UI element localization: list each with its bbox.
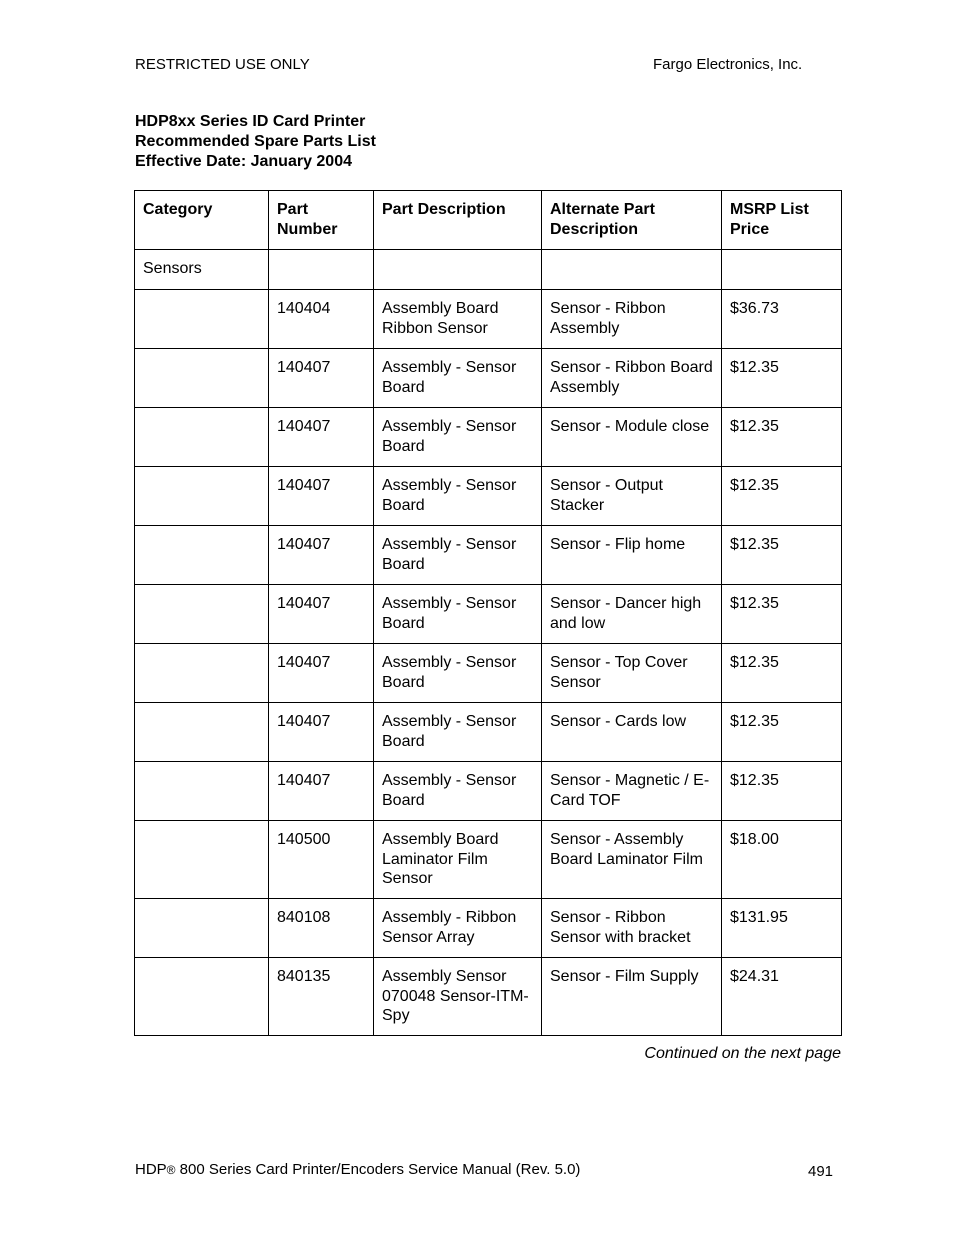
cell-part-number <box>269 250 374 290</box>
cell-part-description <box>374 250 542 290</box>
cell-alternate-description: Sensor - Cards low <box>542 703 722 762</box>
continued-note: Continued on the next page <box>644 1045 841 1062</box>
cell-alternate-description: Sensor - Assembly Board Laminator Film <box>542 821 722 899</box>
cell-msrp-price: $12.35 <box>722 349 842 408</box>
table-row <box>135 250 842 290</box>
document-title <box>135 112 376 172</box>
cell-msrp-price <box>722 250 842 290</box>
cell-category <box>135 644 269 703</box>
footer-manual-title <box>135 1161 580 1178</box>
cell-msrp-price: $18.00 <box>722 821 842 899</box>
cell-alternate-description: Sensor - Ribbon Board Assembly <box>542 349 722 408</box>
cell-category: Sensors <box>135 250 269 290</box>
table-row <box>135 703 842 762</box>
cell-part-number: 140407 <box>269 408 374 467</box>
cell-part-description: Assembly - Sensor Board <box>374 349 542 408</box>
cell-alternate-description: Sensor - Module close <box>542 408 722 467</box>
table-row <box>135 762 842 821</box>
cell-alternate-description: Sensor - Dancer high and low <box>542 585 722 644</box>
cell-part-number: 840135 <box>269 958 374 1036</box>
cell-part-number: 840108 <box>269 899 374 958</box>
table-row <box>135 526 842 585</box>
footer-manual-text: 800 Series Card Printer/Encoders Service Manual (Rev. 5.0) <box>175 1161 581 1178</box>
header-restricted-label: RESTRICTED USE ONLY <box>135 56 310 73</box>
cell-alternate-description: Sensor - Ribbon Assembly <box>542 290 722 349</box>
cell-part-description: Assembly Sensor 070048 Sensor-ITM-Spy <box>374 958 542 1036</box>
footer-brand: HDP <box>135 1161 167 1178</box>
table-row <box>135 290 842 349</box>
cell-part-description: Assembly - Sensor Board <box>374 762 542 821</box>
cell-msrp-price: $12.35 <box>722 526 842 585</box>
cell-alternate-description: Sensor - Magnetic / E-Card TOF <box>542 762 722 821</box>
cell-category <box>135 703 269 762</box>
cell-msrp-price: $12.35 <box>722 467 842 526</box>
cell-msrp-price: $24.31 <box>722 958 842 1036</box>
cell-part-description: Assembly Board Ribbon Sensor <box>374 290 542 349</box>
cell-part-number: 140407 <box>269 703 374 762</box>
page-number: 491 <box>808 1163 834 1180</box>
cell-msrp-price: $12.35 <box>722 644 842 703</box>
title-line-1: HDP8xx Series ID Card Printer <box>135 113 366 130</box>
cell-category <box>135 290 269 349</box>
table-row <box>135 644 842 703</box>
cell-msrp-price: $131.95 <box>722 899 842 958</box>
cell-part-number: 140407 <box>269 526 374 585</box>
registered-mark: ® <box>166 1163 176 1177</box>
table-row <box>135 899 842 958</box>
cell-part-description: Assembly - Sensor Board <box>374 526 542 585</box>
cell-category <box>135 408 269 467</box>
cell-part-number: 140407 <box>269 644 374 703</box>
column-header-category: Category <box>135 191 269 250</box>
cell-alternate-description: Sensor - Output Stacker <box>542 467 722 526</box>
spare-parts-table <box>134 190 842 1036</box>
cell-category <box>135 821 269 899</box>
cell-category <box>135 762 269 821</box>
cell-category <box>135 467 269 526</box>
cell-alternate-description: Sensor - Top Cover Sensor <box>542 644 722 703</box>
cell-msrp-price: $12.35 <box>722 585 842 644</box>
cell-part-description: Assembly - Sensor Board <box>374 585 542 644</box>
column-header-part-number: Part Number <box>269 191 374 250</box>
cell-part-description: Assembly - Ribbon Sensor Array <box>374 899 542 958</box>
cell-category <box>135 958 269 1036</box>
cell-part-description: Assembly - Sensor Board <box>374 644 542 703</box>
cell-part-description: Assembly - Sensor Board <box>374 408 542 467</box>
cell-msrp-price: $12.35 <box>722 762 842 821</box>
table-row <box>135 408 842 467</box>
cell-part-number: 140407 <box>269 762 374 821</box>
cell-alternate-description: Sensor - Flip home <box>542 526 722 585</box>
table-row <box>135 821 842 899</box>
cell-msrp-price: $12.35 <box>722 408 842 467</box>
cell-category <box>135 526 269 585</box>
cell-category <box>135 899 269 958</box>
cell-category <box>135 585 269 644</box>
column-header-part-description: Part Description <box>374 191 542 250</box>
title-line-3: Effective Date: January 2004 <box>135 153 352 170</box>
table-row <box>135 958 842 1036</box>
cell-part-number: 140407 <box>269 349 374 408</box>
cell-alternate-description: Sensor - Ribbon Sensor with bracket <box>542 899 722 958</box>
title-line-2: Recommended Spare Parts List <box>135 133 376 150</box>
cell-part-number: 140407 <box>269 467 374 526</box>
cell-msrp-price: $36.73 <box>722 290 842 349</box>
column-header-alternate-description: Alternate Part Description <box>542 191 722 250</box>
cell-part-description: Assembly - Sensor Board <box>374 703 542 762</box>
cell-part-description: Assembly Board Laminator Film Sensor <box>374 821 542 899</box>
cell-part-number: 140407 <box>269 585 374 644</box>
cell-category <box>135 349 269 408</box>
cell-part-number: 140404 <box>269 290 374 349</box>
cell-alternate-description <box>542 250 722 290</box>
table-header-row <box>135 191 842 250</box>
cell-alternate-description: Sensor - Film Supply <box>542 958 722 1036</box>
cell-part-number: 140500 <box>269 821 374 899</box>
cell-msrp-price: $12.35 <box>722 703 842 762</box>
table-row <box>135 585 842 644</box>
column-header-msrp-price: MSRP List Price <box>722 191 842 250</box>
table-row <box>135 349 842 408</box>
cell-part-description: Assembly - Sensor Board <box>374 467 542 526</box>
table-row <box>135 467 842 526</box>
header-company-name: Fargo Electronics, Inc. <box>653 56 803 73</box>
